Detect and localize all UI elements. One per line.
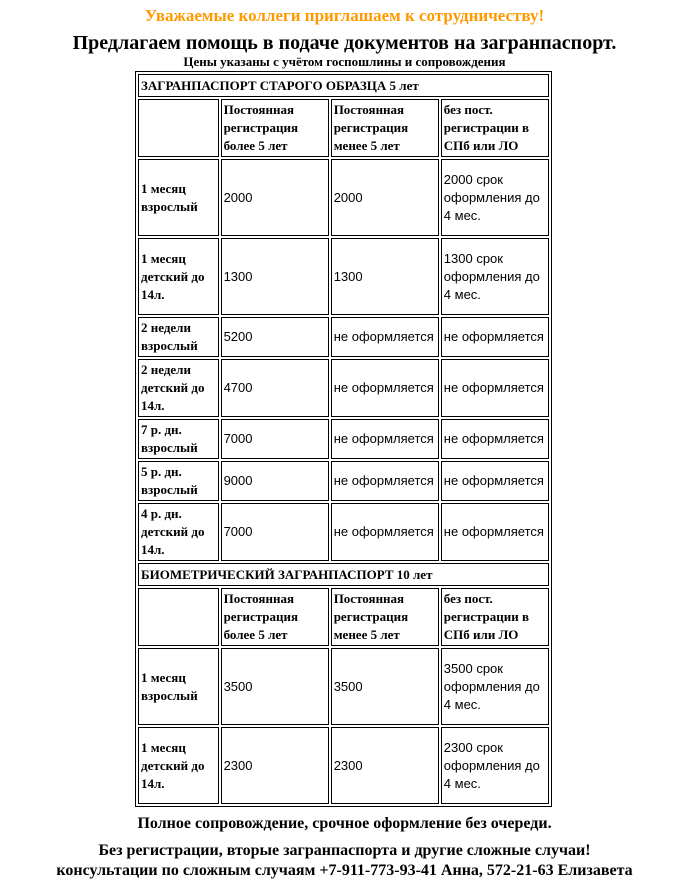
price-cell: 1300 xyxy=(221,238,329,315)
section-title: БИОМЕТРИЧЕСКИЙ ЗАГРАНПАСПОРТ 10 лет xyxy=(138,563,549,586)
table-row xyxy=(138,419,549,459)
row-label: 2 недели взрослый xyxy=(138,317,219,357)
price-cell: 2300 xyxy=(331,727,439,804)
row-label: 5 р. дн. взрослый xyxy=(138,461,219,501)
price-cell: не оформляется xyxy=(331,359,439,417)
empty-header-cell xyxy=(138,99,219,157)
price-cell: не оформляется xyxy=(331,461,439,501)
footer-line-contacts: консультации по сложным случаям +7-911-773-93-41 Анна, 572-21-63 Елизавета xyxy=(56,862,633,879)
table-row xyxy=(138,159,549,236)
section-header-row xyxy=(138,563,549,586)
footer-line-support: Полное сопровождение, срочное оформление без очереди. xyxy=(137,815,552,832)
price-cell: 3500 срок оформления до 4 мес. xyxy=(441,648,549,725)
column-header: Постоянная регистрация более 5 лет xyxy=(221,99,329,157)
row-label: 1 месяц детский до 14л. xyxy=(138,727,219,804)
price-note: Цены указаны с учётом госпошлины и сопровождения xyxy=(183,54,506,69)
price-cell: не оформляется xyxy=(331,317,439,357)
footer-line-cases: Без регистрации, вторые загранпаспорта и другие сложные случаи! xyxy=(98,842,591,859)
row-label: 2 недели детский до 14л. xyxy=(138,359,219,417)
headline: Уважаемые коллеги приглашаем к сотрудничеству! xyxy=(144,6,545,25)
section-title: ЗАГРАНПАСПОРТ СТАРОГО ОБРАЗЦА 5 лет xyxy=(138,74,549,97)
column-header: Постоянная регистрация менее 5 лет xyxy=(331,99,439,157)
row-label: 1 месяц взрослый xyxy=(138,159,219,236)
column-header-row xyxy=(138,588,549,646)
price-cell: не оформляется xyxy=(331,419,439,459)
column-header: Постоянная регистрация более 5 лет xyxy=(221,588,329,646)
price-cell: 7000 xyxy=(221,503,329,561)
table-row xyxy=(138,461,549,501)
table-row xyxy=(138,503,549,561)
empty-header-cell xyxy=(138,588,219,646)
price-cell: 5200 xyxy=(221,317,329,357)
table-row xyxy=(138,317,549,357)
price-cell: 2000 xyxy=(221,159,329,236)
price-cell: не оформляется xyxy=(441,359,549,417)
column-header: без пост. регистрации в СПб или ЛО xyxy=(441,99,549,157)
price-cell: не оформляется xyxy=(441,419,549,459)
column-header: без пост. регистрации в СПб или ЛО xyxy=(441,588,549,646)
price-table xyxy=(135,71,552,807)
price-cell: не оформляется xyxy=(441,503,549,561)
table-row xyxy=(138,359,549,417)
price-cell: не оформляется xyxy=(441,317,549,357)
price-cell: 4700 xyxy=(221,359,329,417)
price-cell: 9000 xyxy=(221,461,329,501)
row-label: 1 месяц взрослый xyxy=(138,648,219,725)
price-cell: 7000 xyxy=(221,419,329,459)
row-label: 4 р. дн. детский до 14л. xyxy=(138,503,219,561)
column-header-row xyxy=(138,99,549,157)
table-row xyxy=(138,648,549,725)
page-title: Предлагаем помощь в подаче документов на загранпаспорт. xyxy=(72,32,617,54)
price-cell: 1300 срок оформления до 4 мес. xyxy=(441,238,549,315)
price-cell: 1300 xyxy=(331,238,439,315)
price-cell: не оформляется xyxy=(441,461,549,501)
price-cell: не оформляется xyxy=(331,503,439,561)
column-header: Постоянная регистрация менее 5 лет xyxy=(331,588,439,646)
price-cell: 2300 срок оформления до 4 мес. xyxy=(441,727,549,804)
price-cell: 2000 xyxy=(331,159,439,236)
price-cell: 2000 срок оформления до 4 мес. xyxy=(441,159,549,236)
price-cell: 3500 xyxy=(331,648,439,725)
price-cell: 2300 xyxy=(221,727,329,804)
price-cell: 3500 xyxy=(221,648,329,725)
table-row xyxy=(138,727,549,804)
row-label: 1 месяц детский до 14л. xyxy=(138,238,219,315)
row-label: 7 р. дн. взрослый xyxy=(138,419,219,459)
table-row xyxy=(138,238,549,315)
section-header-row xyxy=(138,74,549,97)
